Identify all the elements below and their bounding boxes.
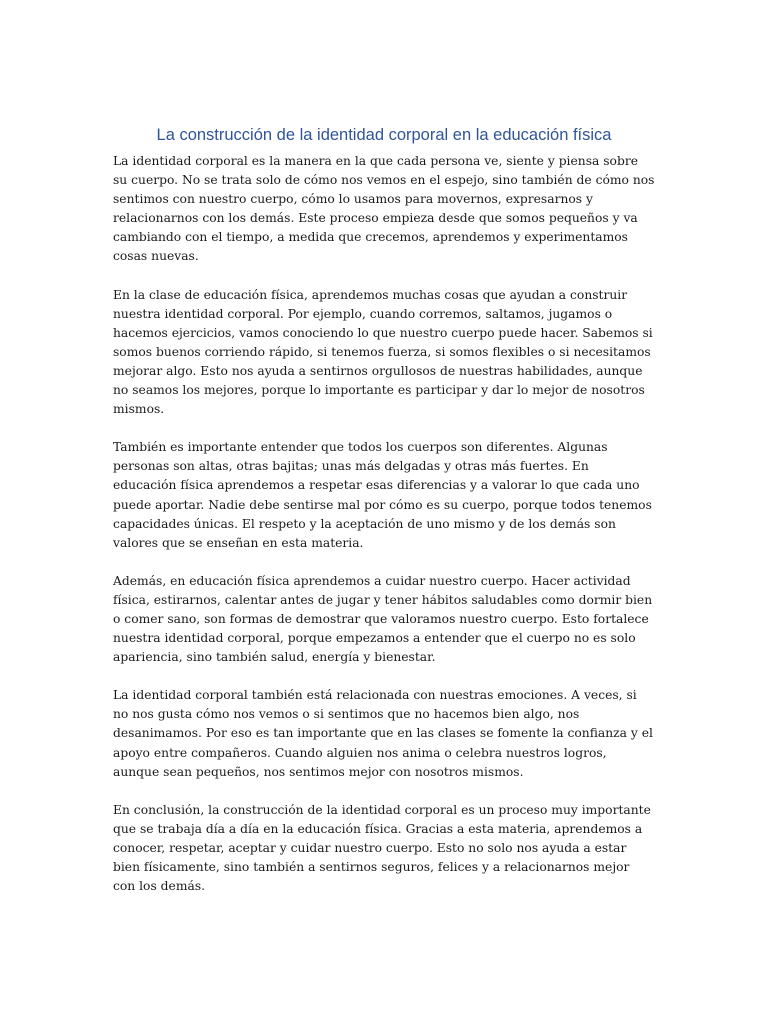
paragraph-1: La identidad corporal es la manera en la que cada persona ve, siente y piensa sobre su cuerpo. No se trata solo de cómo nos vemos en el espejo, sino también de cómo nos sentimos con nuestro cuerpo, cómo lo usamos para movernos, expresarnos y relacionarnos con los demás. Este proceso empieza desde que somos pequeños y va cambiando con el tiempo, a medida que crecemos, aprendemos y experimentamos cosas nuevas. <box>113 154 655 264</box>
document-body <box>113 124 655 915</box>
paragraph-6: En conclusión, la construcción de la identidad corporal es un proceso muy importante que se trabaja día a día en la educación física. Gracias a esta materia, aprendemos a conocer, respetar, aceptar y cuidar nuestro cuerpo. Esto no solo nos ayuda a estar bien físicamente, sino también a sentirnos seguros, felices y a relacionarnos mejor con los demás. <box>113 802 651 894</box>
paragraph-5: La identidad corporal también está relacionada con nuestras emociones. A veces, si no nos gusta cómo nos vemos o si sentimos que no hacemos bien algo, nos desanimamos. Por eso es tan importante que en las clases se fomente la confianza y el apoyo entre compañeros. Cuando alguien nos anima o celebra nuestros logros, aunque sean pequeños, nos sentimos mejor con nosotros mismos. <box>113 688 653 779</box>
paragraph-4: Además, en educación física aprendemos a cuidar nuestro cuerpo. Hacer actividad física, estirarnos, calentar antes de jugar y tener hábitos saludables como dormir bien o comer sano, son formas de demostrar que valoramos nuestro cuerpo. Esto fortalece nuestra identidad corporal, porque empezamos a entender que el cuerpo no es solo apariencia, sino también salud, energía y bienestar. <box>113 573 653 665</box>
paragraph-2: En la clase de educación física, aprendemos muchas cosas que ayudan a construir nuestra identidad corporal. Por ejemplo, cuando corremos, saltamos, jugamos o hacemos ejercicios, vamos conociendo lo que nuestro cuerpo puede hacer. Sabemos si somos buenos corriendo rápido, si tenemos fuerza, si somos flexibles o si necesitamos mejorar algo. Esto nos ayuda a sentirnos orgullosos de nuestras habilidades, aunque no seamos los mejores, porque lo importante es participar y dar lo mejor de nosotros mismos. <box>113 287 653 417</box>
document-title: La construcción de la identidad corporal en la educación física <box>156 126 612 144</box>
paragraph-3: También es importante entender que todos los cuerpos son diferentes. Algunas personas son altas, otras bajitas; unas más delgadas y otras más fuertes. En educación física aprendemos a respetar esas diferencias y a valorar lo que cada uno puede aportar. Nadie debe sentirse mal por cómo es su cuerpo, porque todos tenemos capacidades únicas. El respeto y la aceptación de uno mismo y de los demás son valores que se enseñan en esta materia. <box>113 440 652 550</box>
